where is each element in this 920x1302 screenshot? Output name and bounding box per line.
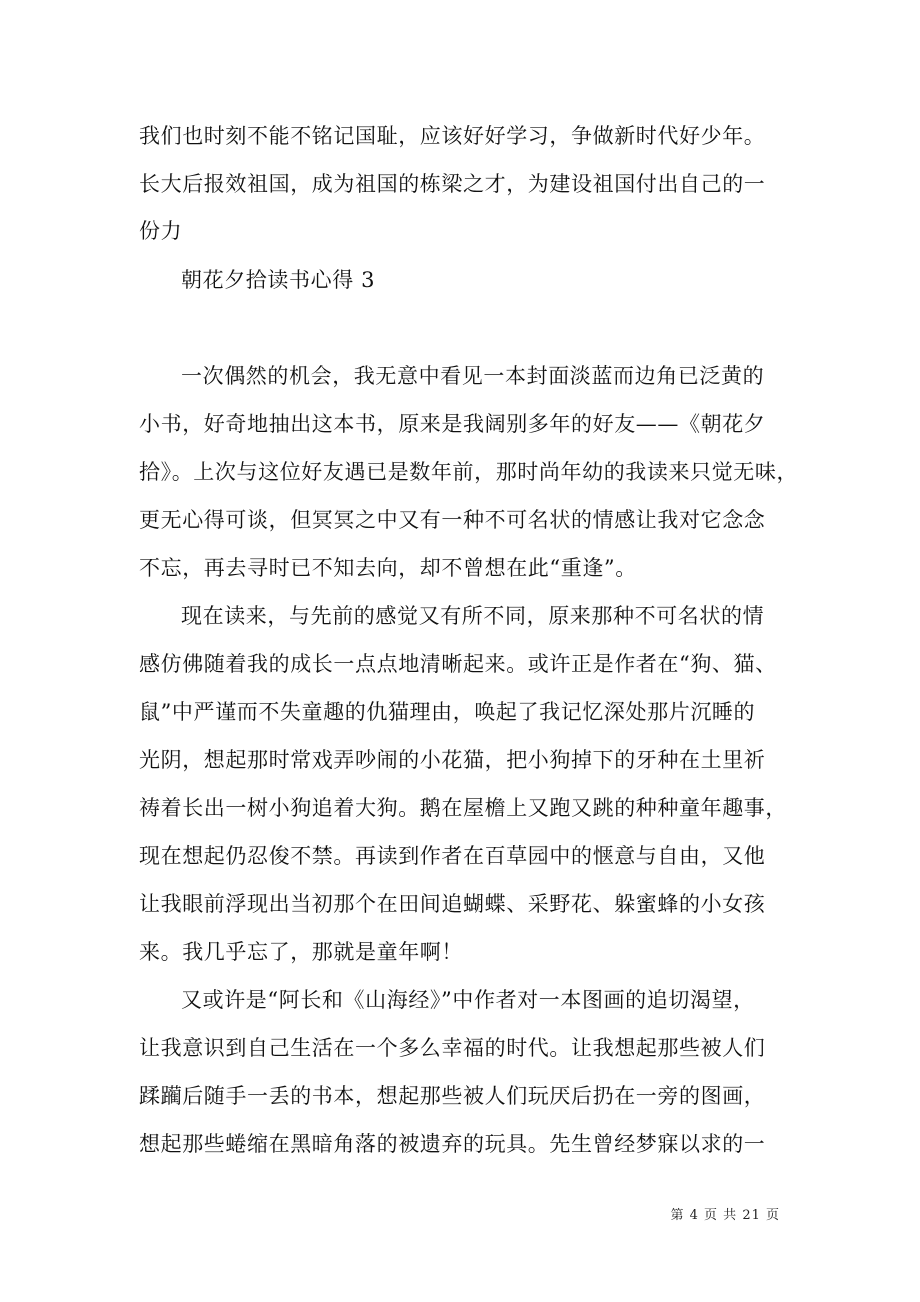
text-line: 让我意识到自己生活在一个多么幸福的时代。让我想起那些被人们: [139, 1036, 766, 1060]
page-number-footer: 第 4 页 共 21 页: [670, 1208, 780, 1223]
text-line: 想起那些蜷缩在黑暗角落的被遗弃的玩具。先生曾经梦寐以求的一: [139, 1132, 766, 1156]
section-heading: 朝花夕拾读书心得 3: [181, 268, 376, 292]
text-line: 更无心得可谈，但冥冥之中又有一种不可名状的情感让我对它念念: [139, 508, 766, 532]
text-line: 份力: [139, 219, 183, 243]
text-line: 又或许是“阿长和《山海经》”中作者对一本图画的追切渴望，: [181, 988, 755, 1012]
text-line: 光阴，想起那时常戏弄吵闹的小花猫，把小狗掉下的牙种在土里祈: [139, 748, 766, 772]
text-line: 祷着长出一树小狗追着大狗。鹅在屋檐上又跑又跳的种种童年趣事，: [139, 796, 787, 820]
text-line: 小书，好奇地抽出这本书，原来是我阔别多年的好友——《朝花夕: [139, 412, 766, 436]
text-line: 现在读来，与先前的感觉又有所不同，原来那种不可名状的情: [181, 604, 765, 628]
text-line: 现在想起仍忍俊不禁。再读到作者在百草园中的惬意与自由，又他: [139, 844, 766, 868]
text-line: 我们也时刻不能不铭记国耻，应该好好学习，争做新时代好少年。: [139, 124, 766, 148]
text-line: 鼠”中严谨而不失童趣的仇猫理由，唤起了我记忆深处那片沉睡的: [139, 700, 756, 724]
text-line: 来。我几乎忘了，那就是童年啊！: [139, 940, 463, 964]
text-line: 让我眼前浮现出当初那个在田间追蝴蝶、采野花、躲蜜蜂的小女孩: [139, 892, 766, 916]
text-line: 感仿佛随着我的成长一点点地清晰起来。或许正是作者在“狗、猫、: [139, 652, 777, 676]
text-line: 长大后报效祖国，成为祖国的栋梁之才，为建设祖国付出自己的一: [139, 172, 766, 196]
text-line: 不忘，再去寻时已不知去向，却不曾想在此“重逢”。: [139, 556, 637, 580]
text-line: 拾》。上次与这位好友遇已是数年前，那时尚年幼的我读来只觉无味，: [139, 460, 799, 484]
text-line: 一次偶然的机会，我无意中看见一本封面淡蓝而边角已泛黄的: [181, 364, 765, 388]
text-line: 蹂躏后随手一丢的书本，想起那些被人们玩厌后扔在一旁的图画，: [139, 1084, 766, 1108]
